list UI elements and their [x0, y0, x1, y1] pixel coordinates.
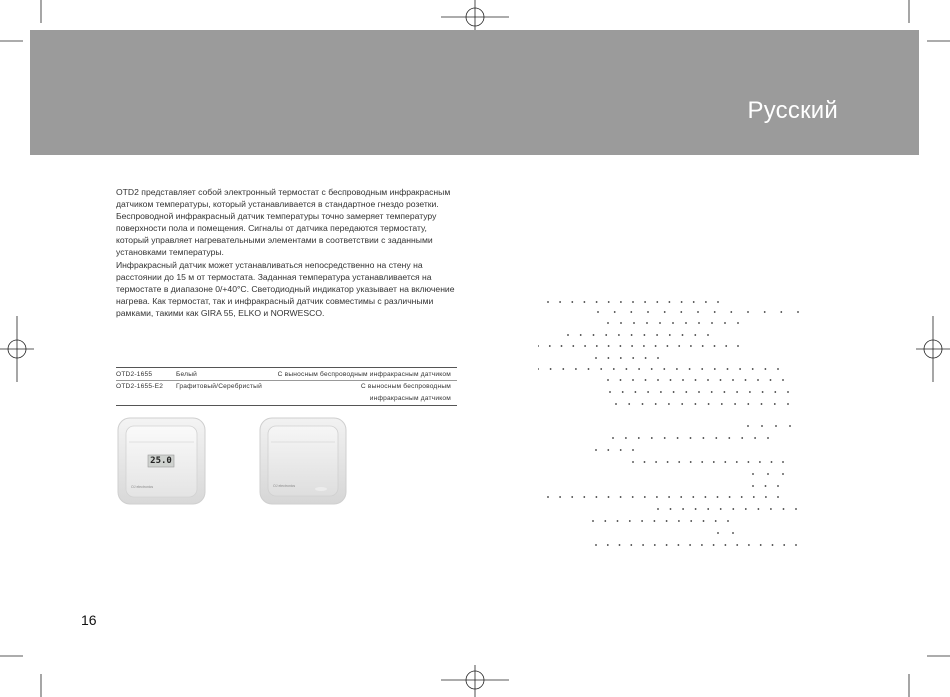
dot-artifact: [632, 301, 634, 303]
dot-artifact: [667, 345, 669, 347]
dot-artifact: [715, 437, 717, 439]
dot-artifact: [754, 437, 756, 439]
model-table: [116, 369, 457, 405]
dot-artifact: [795, 508, 797, 510]
dot-artifact: [643, 345, 645, 347]
dot-artifact: [596, 496, 598, 498]
dot-artifact: [787, 391, 789, 393]
dot-artifact: [774, 391, 776, 393]
description-paragraph-1: OTD2 представляет собой электронный термостат с беспроводным инфракрасным датчиком температуры, который устанавливается в стандартное гнездо розетки. Беспроводной инфракрасный датчик температуры точно замеряет температуру поверхности пола и помещения. Сигналы от датчика передаются термостату, который управляет нагревательными элементами в соответствии с заданными установками температуры.: [116, 187, 451, 258]
dot-artifact: [752, 485, 754, 487]
dot-artifact: [668, 403, 670, 405]
dot-artifact: [759, 461, 761, 463]
dot-artifact: [654, 520, 656, 522]
dot-artifact: [703, 520, 705, 522]
dot-artifact: [595, 544, 597, 546]
dot-artifact: [631, 334, 633, 336]
dot-artifact: [630, 544, 632, 546]
dot-artifact: [701, 461, 703, 463]
dot-artifact: [771, 461, 773, 463]
dot-artifact: [677, 437, 679, 439]
dot-artifact: [668, 496, 670, 498]
dot-artifact: [622, 391, 624, 393]
dot-artifact: [765, 496, 767, 498]
dot-artifact: [681, 403, 683, 405]
dot-artifact: [690, 461, 692, 463]
table-top-rule: [116, 367, 457, 368]
dot-artifact: [620, 496, 622, 498]
dot-artifact: [714, 368, 716, 370]
dot-artifact: [708, 403, 710, 405]
dot-artifact: [614, 311, 616, 313]
dot-artifact: [663, 368, 665, 370]
dot-artifact: [549, 345, 551, 347]
dot-artifact: [626, 368, 628, 370]
dot-artifact: [783, 508, 785, 510]
dot-artifact: [734, 403, 736, 405]
dot-artifact: [780, 311, 782, 313]
dot-artifact: [774, 403, 776, 405]
dot-artifact: [789, 425, 791, 427]
dot-artifact: [747, 425, 749, 427]
dot-artifact: [638, 368, 640, 370]
dot-artifact: [707, 508, 709, 510]
dot-artifact: [608, 357, 610, 359]
dot-artifact: [732, 379, 734, 381]
dot-artifact: [633, 322, 635, 324]
dot-artifact: [736, 461, 738, 463]
dot-artifact: [698, 322, 700, 324]
dot-artifact: [695, 403, 697, 405]
dot-artifact: [604, 520, 606, 522]
dot-artifact: [597, 311, 599, 313]
model-description-line-1: С выносным беспроводным: [360, 383, 451, 390]
dot-artifact: [724, 391, 726, 393]
dot-artifact: [571, 301, 573, 303]
dot-artifact: [702, 345, 704, 347]
dot-artifact: [575, 368, 577, 370]
table-row-rule: [116, 380, 457, 381]
dot-artifact: [714, 311, 716, 313]
dot-artifact: [645, 357, 647, 359]
dot-artifact: [608, 496, 610, 498]
dot-artifact: [655, 403, 657, 405]
dot-artifact: [666, 520, 668, 522]
dot-artifact: [767, 473, 769, 475]
dot-artifact: [559, 301, 561, 303]
dot-artifact: [580, 334, 582, 336]
dot-artifact: [632, 449, 634, 451]
dot-artifact: [764, 311, 766, 313]
dot-artifact: [632, 496, 634, 498]
dot-artifact: [713, 461, 715, 463]
dot-artifact: [714, 345, 716, 347]
dot-artifact: [695, 508, 697, 510]
dot-artifact: [655, 345, 657, 347]
dot-artifact: [666, 544, 668, 546]
dot-artifact: [720, 379, 722, 381]
dot-artifact: [656, 301, 658, 303]
dot-artifact: [772, 544, 774, 546]
dot-artifact: [647, 311, 649, 313]
dot-artifact: [612, 437, 614, 439]
dot-artifact: [758, 508, 760, 510]
dot-artifact: [641, 520, 643, 522]
dot-artifact: [559, 496, 561, 498]
dot-artifact: [664, 437, 666, 439]
dot-artifact: [678, 345, 680, 347]
dot-artifact: [695, 379, 697, 381]
dot-artifact: [748, 544, 750, 546]
dot-artifact: [547, 496, 549, 498]
sensor-brand-label: OJ electronics: [273, 484, 296, 488]
dot-artifact: [749, 391, 751, 393]
dot-artifact: [644, 461, 646, 463]
dot-artifact: [717, 532, 719, 534]
dot-artifact: [728, 437, 730, 439]
dot-artifact: [724, 461, 726, 463]
dot-artifact: [682, 334, 684, 336]
dot-artifact: [593, 334, 595, 336]
infrared-sensor-image: [259, 417, 347, 505]
dot-artifact: [782, 379, 784, 381]
dot-artifact: [727, 520, 729, 522]
dot-artifact: [777, 368, 779, 370]
dot-artifact: [727, 368, 729, 370]
dot-artifact: [644, 301, 646, 303]
dot-artifact: [761, 425, 763, 427]
dot-artifact: [631, 345, 633, 347]
dot-artifact: [644, 496, 646, 498]
dot-artifact: [681, 301, 683, 303]
dot-artifact: [765, 368, 767, 370]
dot-artifact: [667, 461, 669, 463]
dot-artifact: [625, 437, 627, 439]
dot-artifact: [737, 322, 739, 324]
dot-artifact: [584, 345, 586, 347]
dot-artifact: [596, 301, 598, 303]
dot-artifact: [767, 437, 769, 439]
dot-artifact: [642, 403, 644, 405]
model-code: OTD2-1655-E2: [116, 383, 164, 390]
dot-artifact: [619, 544, 621, 546]
dot-artifact: [762, 391, 764, 393]
dot-artifact: [707, 334, 709, 336]
dot-artifact: [685, 322, 687, 324]
dot-artifact: [659, 322, 661, 324]
dot-artifact: [682, 379, 684, 381]
dot-artifact: [705, 301, 707, 303]
dot-artifact: [770, 379, 772, 381]
dot-artifact: [664, 311, 666, 313]
dot-artifact: [692, 496, 694, 498]
dot-artifact: [655, 461, 657, 463]
dot-artifact: [795, 544, 797, 546]
dot-artifact: [620, 449, 622, 451]
model-color: Белый: [176, 371, 198, 378]
language-title: Русский: [747, 97, 838, 124]
dot-artifact: [605, 334, 607, 336]
dot-artifact: [678, 544, 680, 546]
dot-artifact: [680, 311, 682, 313]
dot-artifact: [782, 461, 784, 463]
dot-artifact: [715, 520, 717, 522]
dot-artifact: [737, 345, 739, 347]
dot-artifact: [638, 437, 640, 439]
dot-artifact: [752, 473, 754, 475]
dot-artifact: [693, 301, 695, 303]
dot-artifact: [672, 322, 674, 324]
dot-artifact: [607, 379, 609, 381]
dot-artifact: [615, 403, 617, 405]
model-description-line-2: инфракрасным датчиком: [369, 395, 451, 402]
dot-artifact: [538, 368, 539, 370]
right-column-dot-artifacts: [538, 290, 808, 550]
dot-artifact: [608, 345, 610, 347]
dot-artifact: [777, 496, 779, 498]
dot-artifact: [670, 508, 672, 510]
dot-artifact: [690, 345, 692, 347]
dot-artifact: [720, 508, 722, 510]
model-color: Графитовый/Серебристый: [176, 383, 262, 390]
dot-artifact: [783, 544, 785, 546]
dot-artifact: [753, 496, 755, 498]
dot-artifact: [729, 496, 731, 498]
dot-artifact: [690, 437, 692, 439]
dot-artifact: [629, 520, 631, 522]
dot-artifact: [707, 379, 709, 381]
dot-artifact: [608, 301, 610, 303]
dot-artifact: [654, 544, 656, 546]
dot-artifact: [775, 425, 777, 427]
dot-artifact: [770, 508, 772, 510]
dot-artifact: [682, 508, 684, 510]
dot-artifact: [571, 496, 573, 498]
dot-artifact: [697, 311, 699, 313]
dot-artifact: [538, 345, 539, 347]
dot-artifact: [701, 544, 703, 546]
dot-artifact: [745, 379, 747, 381]
dot-artifact: [632, 379, 634, 381]
dot-artifact: [642, 544, 644, 546]
thermostat-brand-label: OJ electronics: [131, 485, 154, 489]
dot-artifact: [701, 368, 703, 370]
dot-artifact: [620, 301, 622, 303]
dot-artifact: [689, 368, 691, 370]
dot-artifact: [680, 496, 682, 498]
dot-artifact: [588, 368, 590, 370]
dot-artifact: [620, 345, 622, 347]
thermostat-display-readout: 25.0: [150, 456, 172, 466]
dot-artifact: [613, 368, 615, 370]
dot-artifact: [651, 437, 653, 439]
dot-artifact: [620, 357, 622, 359]
dot-artifact: [732, 508, 734, 510]
dot-artifact: [760, 544, 762, 546]
dot-artifact: [787, 403, 789, 405]
dot-artifact: [736, 391, 738, 393]
dot-artifact: [698, 391, 700, 393]
dot-artifact: [678, 461, 680, 463]
model-description: С выносным беспроводным инфракрасным датчиком: [277, 371, 451, 378]
dot-artifact: [711, 322, 713, 324]
dot-artifact: [732, 532, 734, 534]
dot-artifact: [632, 357, 634, 359]
dot-artifact: [725, 544, 727, 546]
dot-artifact: [747, 403, 749, 405]
dot-artifact: [572, 345, 574, 347]
dot-artifact: [657, 508, 659, 510]
header-band: [30, 30, 919, 155]
dot-artifact: [741, 437, 743, 439]
dot-artifact: [703, 437, 705, 439]
dot-artifact: [596, 345, 598, 347]
dot-artifact: [676, 368, 678, 370]
dot-artifact: [725, 345, 727, 347]
dot-artifact: [689, 544, 691, 546]
dot-artifact: [609, 391, 611, 393]
dot-artifact: [632, 461, 634, 463]
dot-artifact: [660, 391, 662, 393]
dot-artifact: [592, 520, 594, 522]
table-row: [116, 381, 457, 405]
dot-artifact: [752, 368, 754, 370]
dot-artifact: [673, 391, 675, 393]
dot-artifact: [600, 368, 602, 370]
dot-artifact: [620, 379, 622, 381]
dot-artifact: [685, 391, 687, 393]
dot-artifact: [607, 449, 609, 451]
description-paragraph-2: Инфракрасный датчик может устанавливаться непосредственно на стену на расстоянии до 15 м от термостата. Заданная температура устанавливается на термостате в диапазоне 0/+40°С. Светодиодный индикатор указывает на включение нагрева. Как термостат, так и инфракрасный датчик совместимы с различными рамками, такими как GIRA 55, ELKO и NORWESCO.: [116, 259, 455, 318]
dot-artifact: [595, 449, 597, 451]
dot-artifact: [656, 334, 658, 336]
dot-artifact: [635, 391, 637, 393]
dot-artifact: [583, 496, 585, 498]
dot-artifact: [607, 544, 609, 546]
thermostat-white-image: [117, 417, 206, 505]
dot-artifact: [645, 379, 647, 381]
dot-artifact: [690, 520, 692, 522]
dot-artifact: [747, 311, 749, 313]
dot-artifact: [736, 544, 738, 546]
model-code: OTD2-1655: [116, 371, 153, 378]
dot-artifact: [669, 334, 671, 336]
dot-artifact: [721, 403, 723, 405]
dot-artifact: [741, 496, 743, 498]
dot-artifact: [711, 391, 713, 393]
dot-artifact: [647, 391, 649, 393]
dot-artifact: [745, 508, 747, 510]
dot-artifact: [584, 301, 586, 303]
dot-artifact: [547, 301, 549, 303]
dot-artifact: [607, 322, 609, 324]
dot-artifact: [717, 496, 719, 498]
dot-artifact: [646, 322, 648, 324]
dot-artifact: [562, 368, 564, 370]
dot-artifact: [550, 368, 552, 370]
table-bottom-rule: [116, 405, 457, 406]
dot-artifact: [617, 520, 619, 522]
dot-artifact: [644, 334, 646, 336]
dot-artifact: [765, 485, 767, 487]
dot-artifact: [561, 345, 563, 347]
dot-artifact: [777, 485, 779, 487]
dot-artifact: [630, 311, 632, 313]
dot-artifact: [705, 496, 707, 498]
dot-artifact: [797, 311, 799, 313]
dot-artifact: [761, 403, 763, 405]
dot-artifact: [620, 322, 622, 324]
dot-artifact: [713, 544, 715, 546]
dot-artifact: [724, 322, 726, 324]
description-text: [116, 186, 461, 319]
page-number: 16: [81, 612, 97, 628]
dot-artifact: [628, 403, 630, 405]
dot-artifact: [748, 461, 750, 463]
dot-artifact: [657, 379, 659, 381]
dot-artifact: [717, 301, 719, 303]
dot-artifact: [618, 334, 620, 336]
dot-artifact: [694, 334, 696, 336]
dot-artifact: [656, 496, 658, 498]
dot-artifact: [678, 520, 680, 522]
dot-artifact: [757, 379, 759, 381]
dot-artifact: [670, 379, 672, 381]
dot-artifact: [669, 301, 671, 303]
dot-artifact: [657, 357, 659, 359]
dot-artifact: [739, 368, 741, 370]
dot-artifact: [651, 368, 653, 370]
dot-artifact: [782, 473, 784, 475]
dot-artifact: [730, 311, 732, 313]
dot-artifact: [595, 357, 597, 359]
dot-artifact: [567, 334, 569, 336]
